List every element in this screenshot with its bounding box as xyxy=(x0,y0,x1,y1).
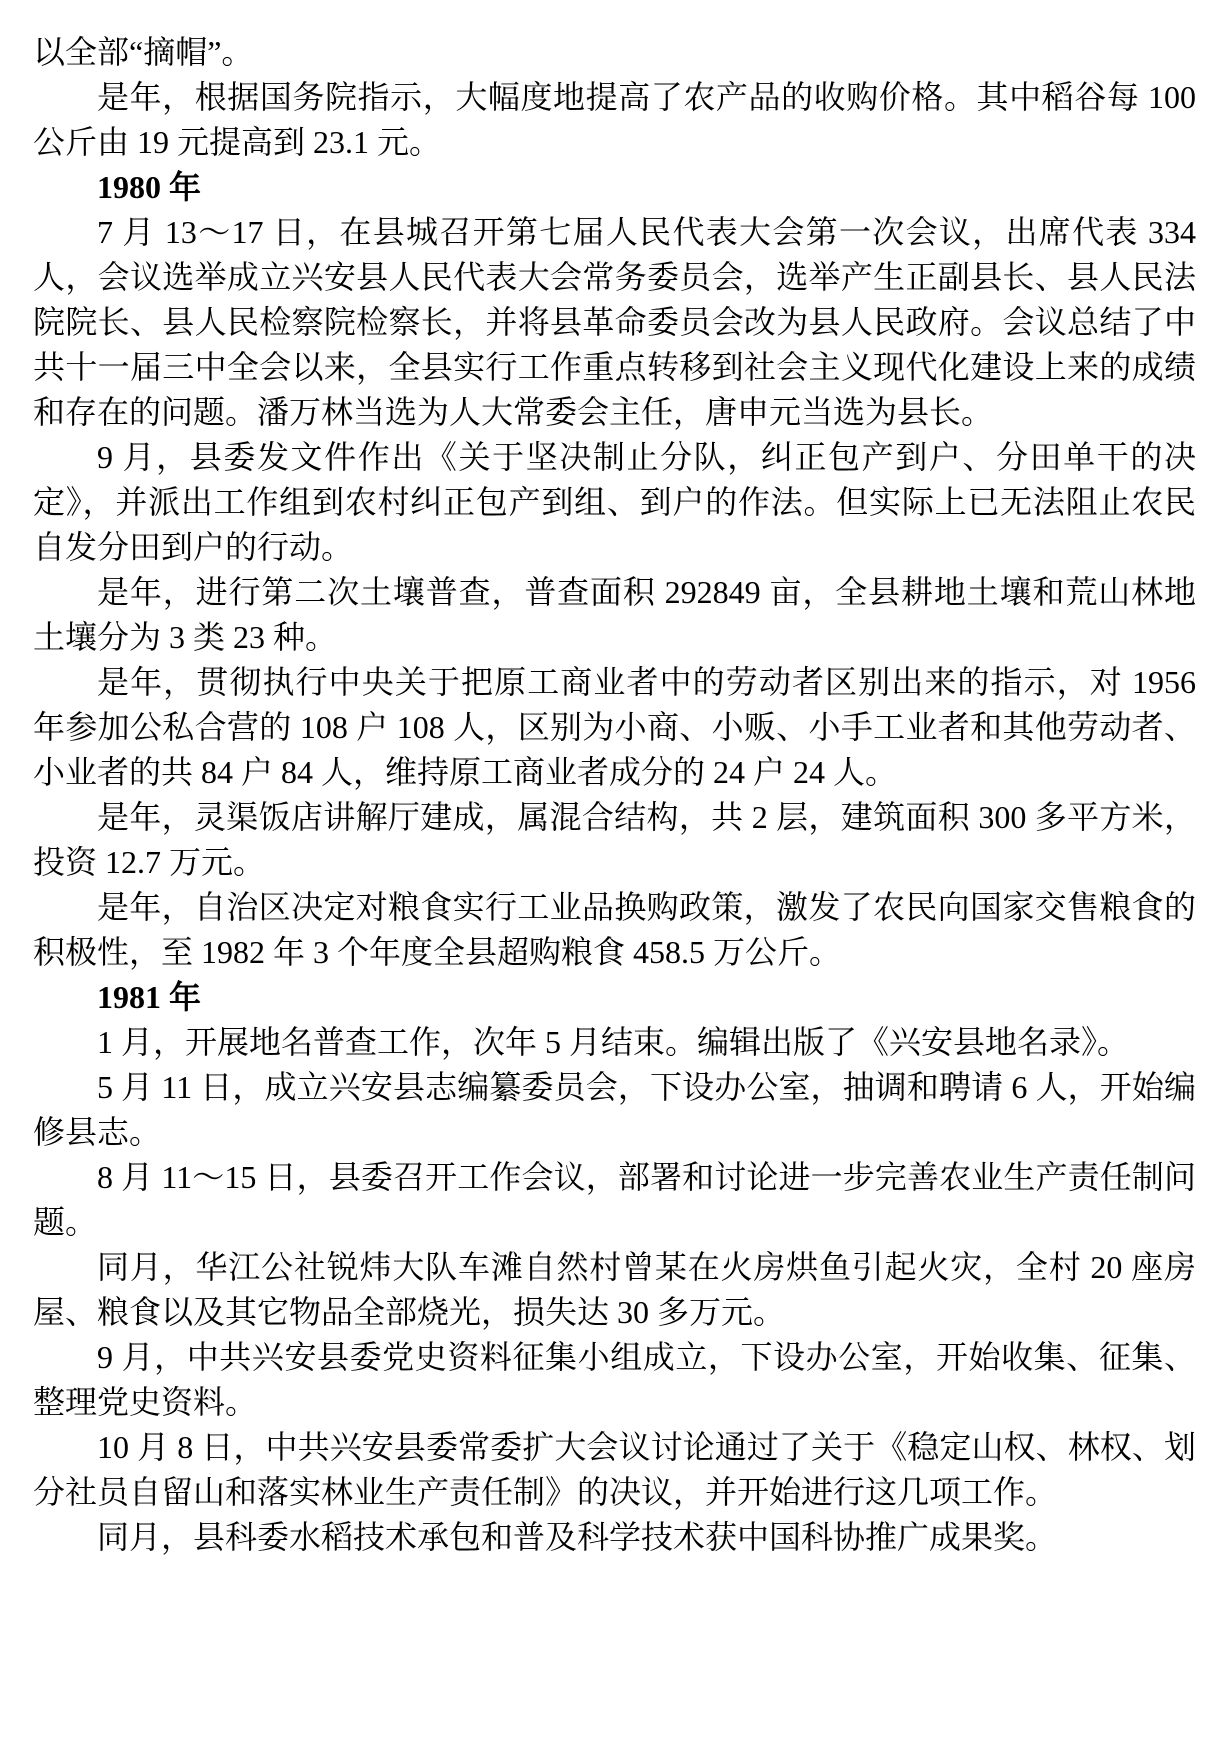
paragraph: 9 月，中共兴安县委党史资料征集小组成立，下设办公室，开始收集、征集、整理党史资料。 xyxy=(33,1339,1196,1420)
paragraph: 是年，进行第二次土壤普查，普查面积 292849 亩，全县耕地土壤和荒山林地土壤分为 3 类 23 种。 xyxy=(33,574,1196,655)
paragraph: 是年，灵渠饭店讲解厅建成，属混合结构，共 2 层，建筑面积 300 多平方米，投资 12.7 万元。 xyxy=(33,799,1196,880)
paragraph: 10 月 8 日，中共兴安县委常委扩大会议讨论通过了关于《稳定山权、林权、划分社员自留山和落实林业生产责任制》的决议，并开始进行这几项工作。 xyxy=(33,1429,1196,1510)
year-heading: 1981 年 xyxy=(97,979,202,1015)
paragraph: 是年，自治区决定对粮食实行工业品换购政策，激发了农民向国家交售粮食的积极性，至 1982 年 3 个年度全县超购粮食 458.5 万公斤。 xyxy=(33,889,1196,970)
page-text xyxy=(33,30,1196,1560)
paragraph: 同月，县科委水稻技术承包和普及科学技术获中国科协推广成果奖。 xyxy=(97,1519,1058,1555)
paragraph: 以全部“摘帽”。 xyxy=(33,34,254,70)
paragraph: 5 月 11 日，成立兴安县志编纂委员会，下设办公室，抽调和聘请 6 人，开始编修县志。 xyxy=(33,1069,1196,1150)
paragraph: 1 月，开展地名普查工作，次年 5 月结束。编辑出版了《兴安县地名录》。 xyxy=(97,1024,1130,1060)
paragraph: 9 月，县委发文件作出《关于坚决制止分队，纠正包产到户、分田单干的决定》，并派出工作组到农村纠正包产到组、到户的作法。但实际上已无法阻止农民自发分田到户的行动。 xyxy=(33,439,1196,565)
paragraph: 7 月 13～17 日，在县城召开第七届人民代表大会第一次会议，出席代表 334 人，会议选举成立兴安县人民代表大会常务委员会，选举产生正副县长、县人民法院院长、县人民检察院检察长，并将县革命委员会改为县人民政府。会议总结了中共十一届三中全会以来，全县实行工作重点转移到社会主义现代化建设上来的成绩和存在的问题。潘万林当选为人大常委会主任，唐申元当选为县长。 xyxy=(33,214,1196,430)
paragraph: 同月，华江公社锐炜大队车滩自然村曾某在火房烘鱼引起火灾，全村 20 座房屋、粮食以及其它物品全部烧光，损失达 30 多万元。 xyxy=(33,1249,1196,1330)
paragraph: 8 月 11～15 日，县委召开工作会议，部署和讨论进一步完善农业生产责任制问题。 xyxy=(33,1159,1196,1240)
paragraph: 是年，根据国务院指示，大幅度地提高了农产品的收购价格。其中稻谷每 100 公斤由 19 元提高到 23.1 元。 xyxy=(33,79,1196,160)
year-heading: 1980 年 xyxy=(97,169,202,205)
paragraph: 是年，贯彻执行中央关于把原工商业者中的劳动者区别出来的指示，对 1956 年参加公私合营的 108 户 108 人，区别为小商、小贩、小手工业者和其他劳动者、小业者的共 84 户 84 人，维持原工商业者成分的 24 户 24 人。 xyxy=(33,664,1196,790)
